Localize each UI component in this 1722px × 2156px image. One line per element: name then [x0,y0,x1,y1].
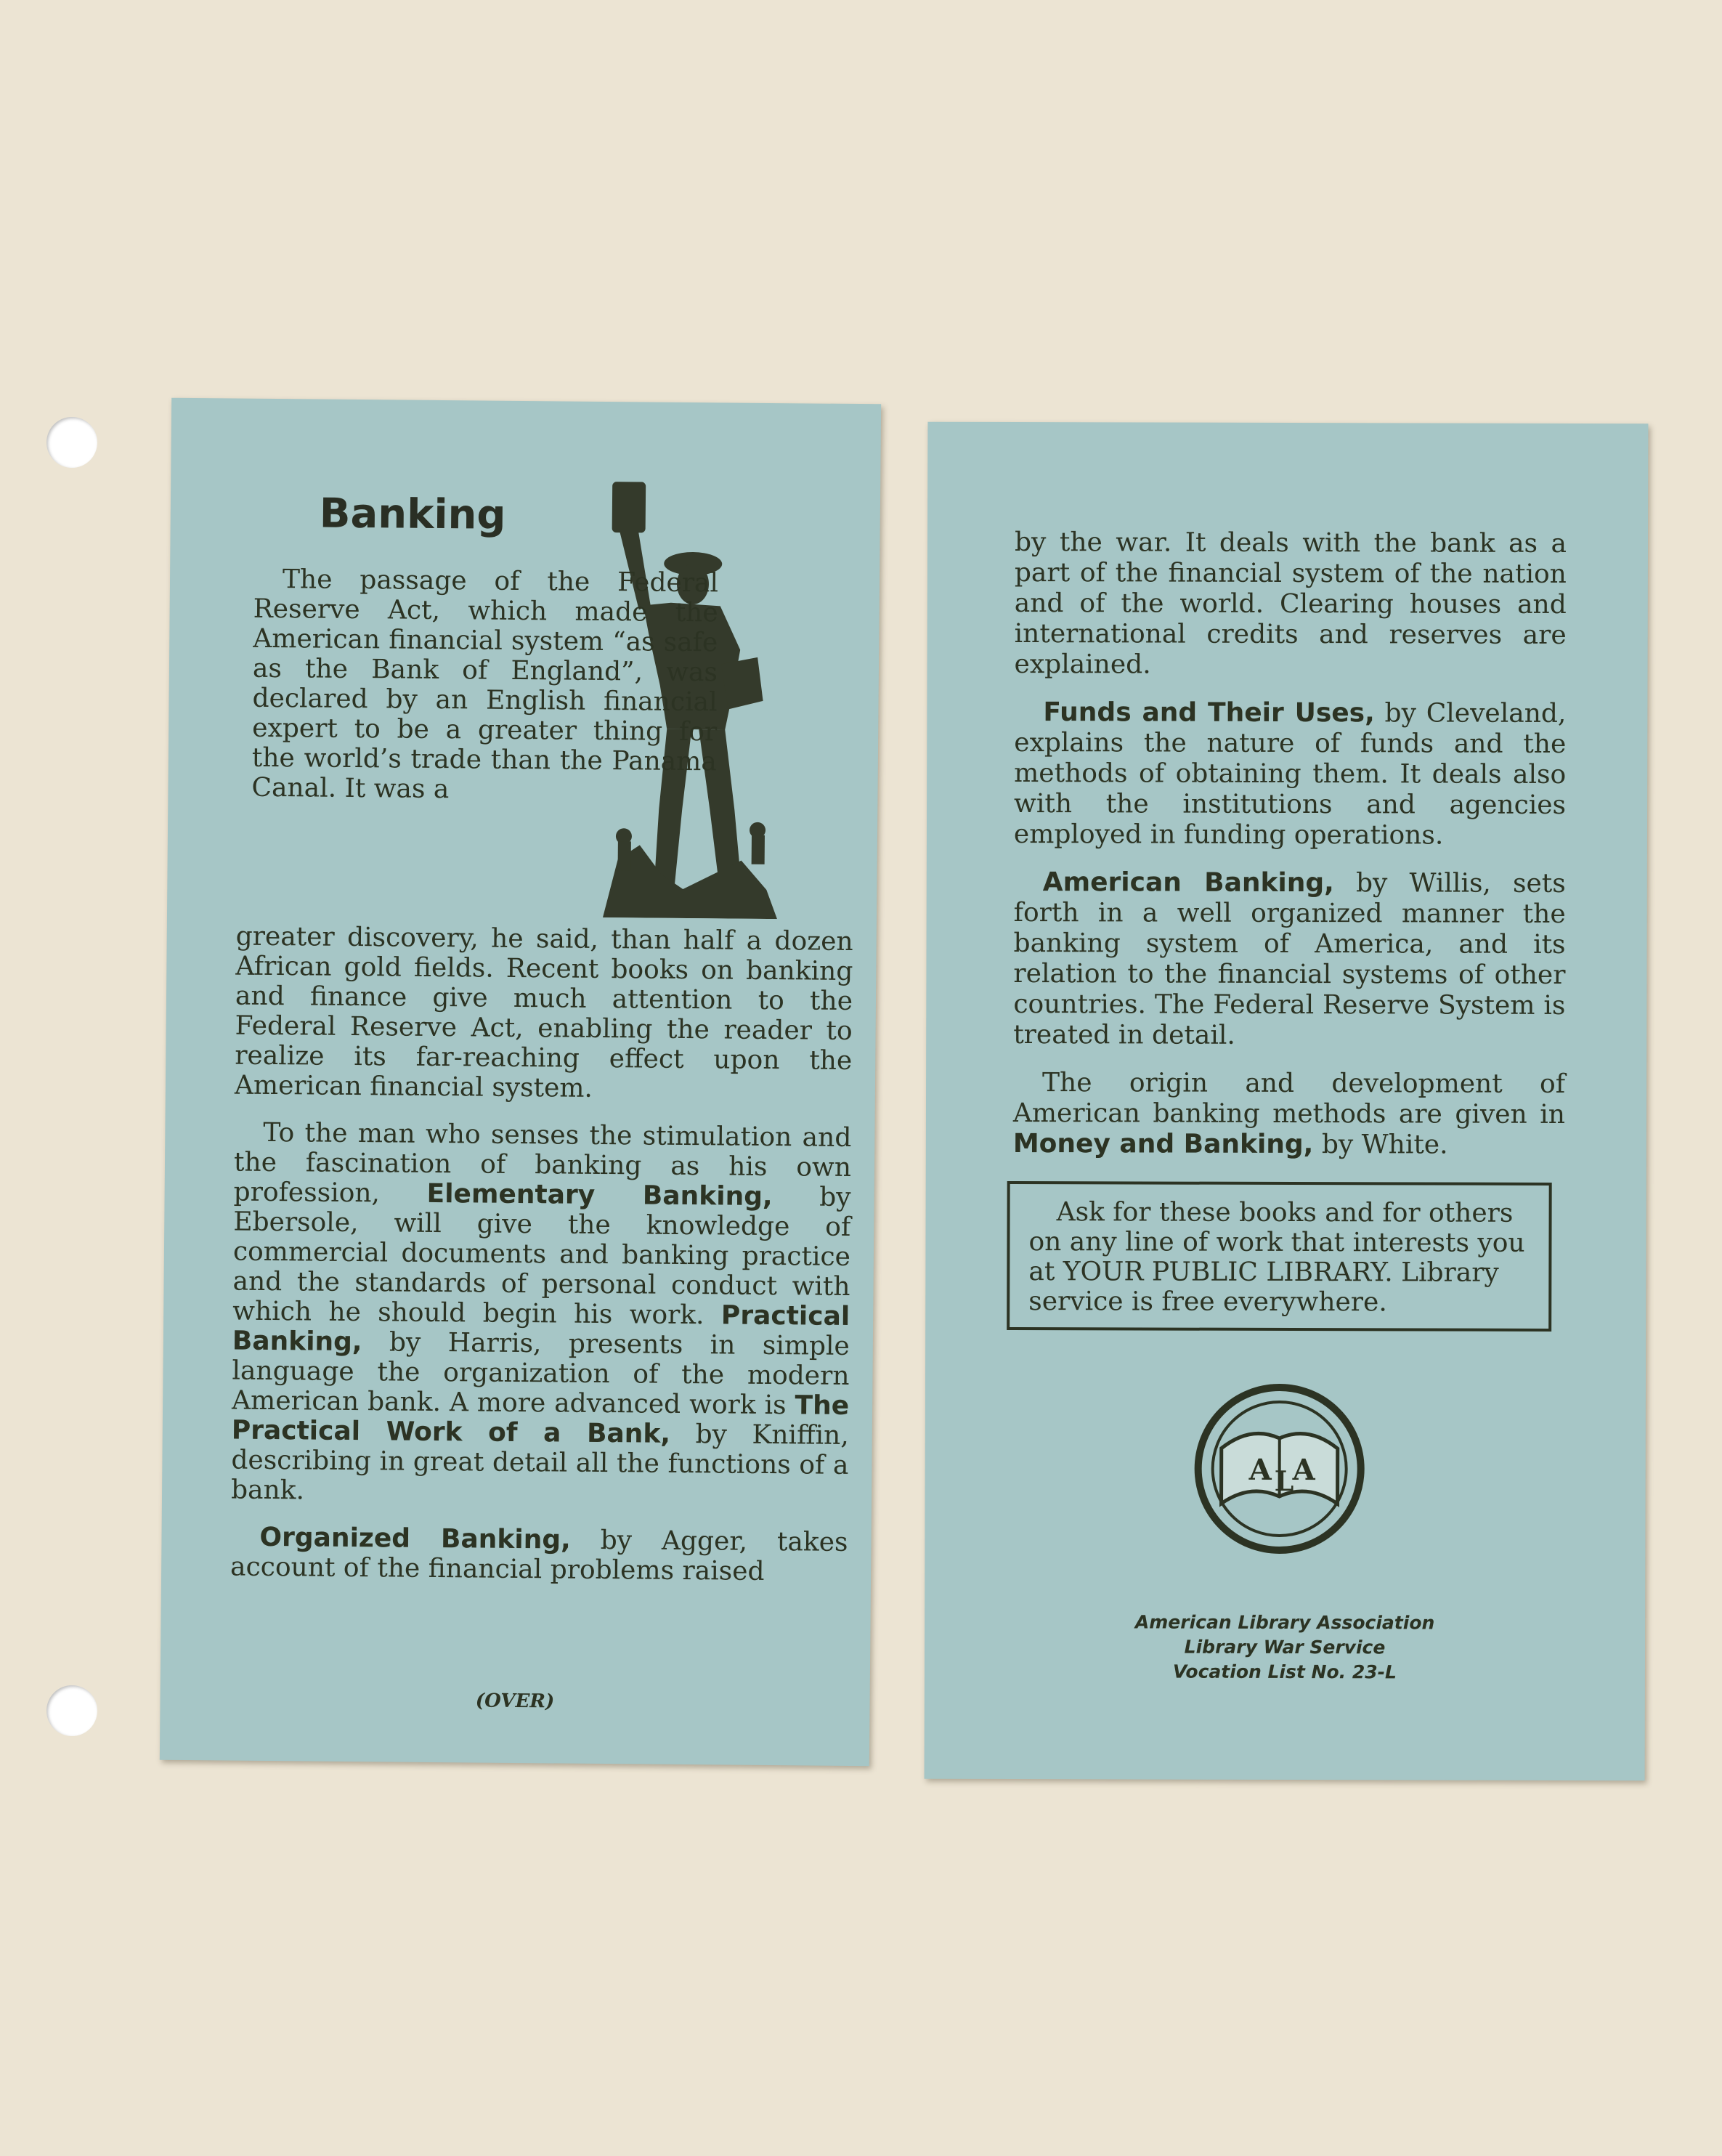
footer-credits [925,1610,1645,1686]
paragraph-money-and-banking [1013,1068,1565,1161]
intro-paragraph-wrapped [251,564,718,807]
book-title-practical-banking: Practical Banking, [232,1300,850,1358]
paragraph-text: by Harris, presents in simple language the organization of the modern American bank. A more advanced work is [231,1327,850,1421]
book-title-elementary-banking: Elementary Banking, [426,1178,773,1212]
paragraph-text: by Kniffin, describing in great detail all the functions of a bank. [230,1419,849,1506]
paragraph-american-banking [1013,867,1566,1052]
paragraph-text: by Agger, takes account of the financial problems raised [230,1525,848,1586]
ala-seal-logo [1192,1382,1367,1557]
paragraph-text: by Cleveland, explains the nature of funds and the methods of obtaining them. It deals also with the institutions and agencies employed in funding operations. [1013,698,1567,851]
seal-letter-a-2: A [1292,1453,1315,1488]
paragraph-text: by White. [1321,1130,1448,1160]
book-title-funds-and-their-uses: Funds and Their Uses, [1043,697,1375,729]
paragraph-text: by Ebersole, will give the knowledge of commercial documents and banking practice and the standards of personal conduct with which he should begin his work. [232,1182,851,1331]
intro-text: The passage of the Federal Reserve Act, which made the American financial system “as safe as the Bank of England”, was declared by an English financial expert to be a greater thing for the world’s trade than the Panama Canal. It was a [251,564,719,805]
punch-hole-top [46,417,97,468]
intro-text-continued: greater discovery, he said, than half a dozen African gold fields. Recent books on banking and finance give much attention to the Federal Reserve Act, enabling the reader to realize its far-reaching effect upon the American financial system. [234,921,853,1103]
seal-letter-a: A [1248,1452,1272,1487]
seal-letter-l: L [1274,1464,1294,1498]
right-body [1013,527,1567,1178]
book-title-american-banking: American Banking, [1042,867,1334,899]
footer-line-association: American Library Association [1134,1611,1435,1634]
book-title-money-and-banking: Money and Banking, [1012,1129,1314,1160]
library-notice-box [1007,1181,1552,1332]
book-title-practical-work-of-a-bank: The Practical Work of a Bank, [231,1390,850,1449]
punch-hole-bottom [46,1685,97,1736]
paragraph-organized-banking [230,1523,848,1587]
paragraph-funds-and-their-uses [1014,697,1567,851]
paragraph-text: The origin and development of American banking methods are given in [1012,1068,1566,1130]
paragraph-text: To the man who senses the stimulation and the fascination of banking as his own profession, [233,1117,852,1209]
page-title: Banking [319,490,506,539]
over-label: (OVER) [475,1690,555,1713]
right-card [925,422,1649,1781]
continued-paragraph: by the war. It deals with the bank as a part of the financial system of the nation and of the world. Clearing houses and international credits and reserves are explained. [1014,527,1567,680]
footer-line-war-service: Library War Service [1184,1636,1386,1658]
paragraph-elementary-banking [231,1118,852,1510]
paragraph-text: by Willis, sets forth in a well organized manner the banking system of America, and its relation to the financial systems of other countries. The Federal Reserve System is treated in detail. [1013,868,1566,1050]
library-notice-text: Ask for these books and for others on any line of work that interests you at YOUR PUBLIC LIBRARY. Library service is free everywhere. [1028,1197,1525,1318]
book-title-organized-banking: Organized Banking, [259,1522,571,1555]
left-card [160,398,881,1766]
footer-line-vocation-list: Vocation List No. 23-L [1172,1661,1397,1683]
left-body [230,922,853,1605]
